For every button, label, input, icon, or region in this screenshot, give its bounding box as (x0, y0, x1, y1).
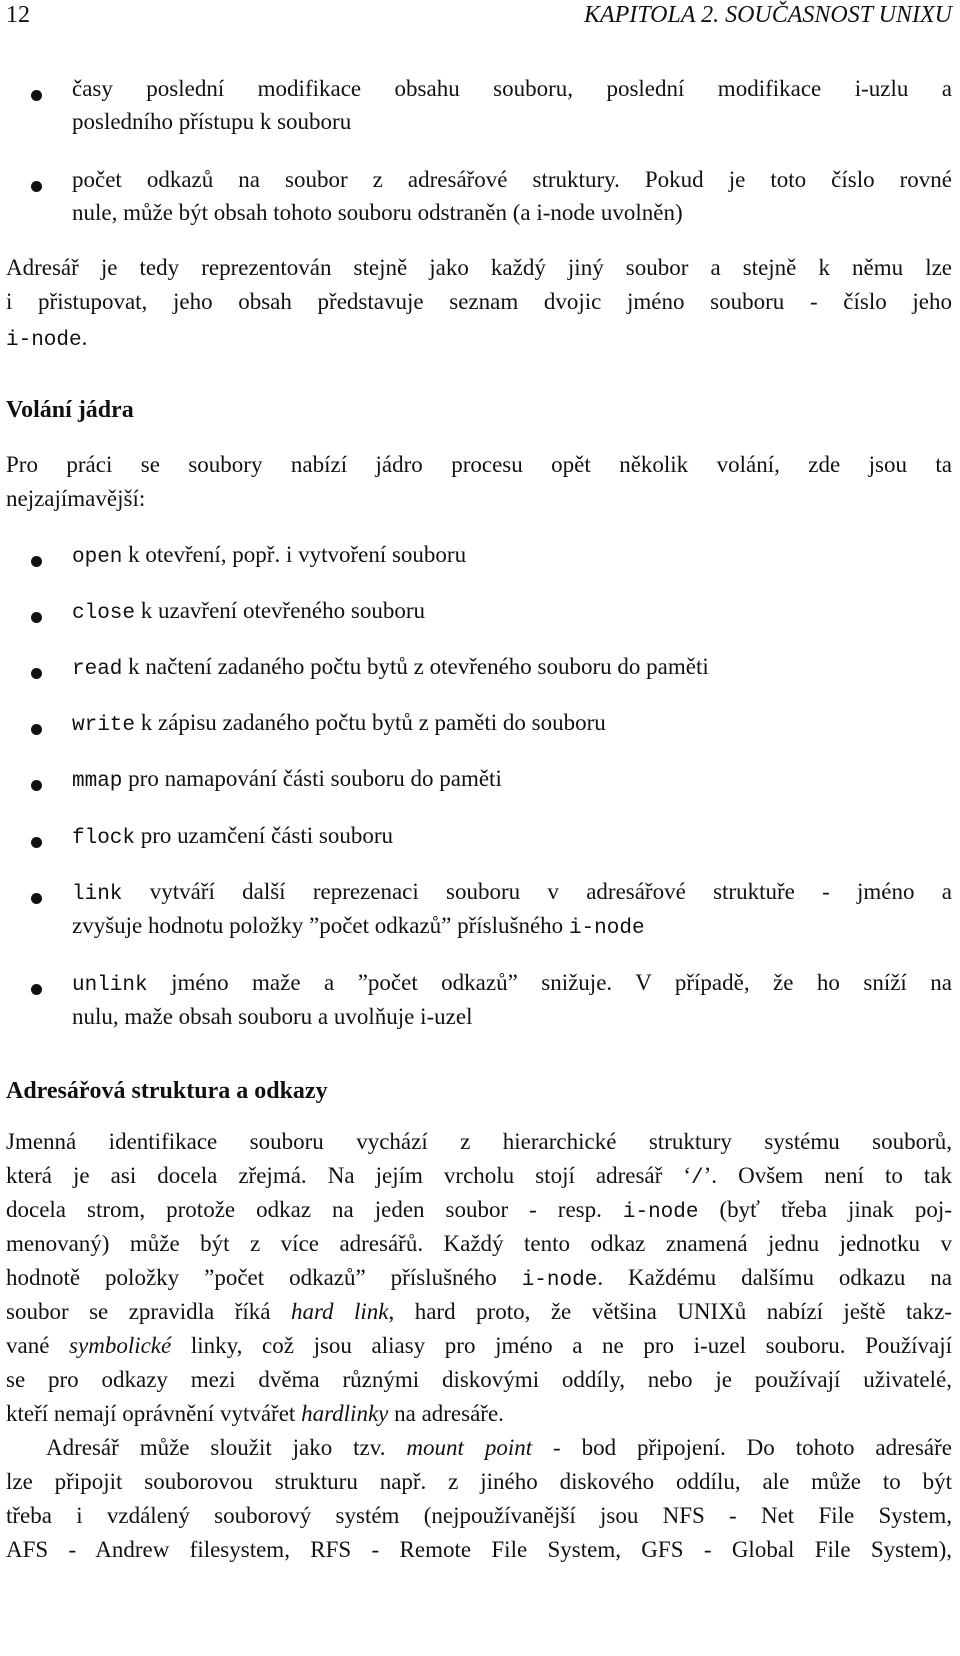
paragraph-text: . Každému dalšímu odkazu na (597, 1265, 952, 1290)
paragraph (6, 1435, 952, 1575)
inline-code: i-node (622, 1201, 699, 1224)
page-number: 12 (6, 2, 30, 28)
paragraph-line: se pro odkazy mezi dvěma různými diskovými oddíly, nebo je používají uživatelé, (6, 1367, 952, 1392)
inline-code: i-node (521, 1269, 598, 1292)
list-item-text (72, 823, 393, 850)
paragraph-text: Adresář může sloužit jako tzv. (46, 1435, 407, 1460)
list-item-text (72, 542, 466, 569)
paragraph-line: Jmenná identifikace souboru vychází z hierarchické struktury systému souborů, (6, 1129, 952, 1154)
emphasis: symbolické (69, 1333, 172, 1358)
paragraph-text: docela strom, protože odkaz na jeden soubor - resp. (6, 1197, 623, 1222)
list-item-text: posledního přístupu k souboru (72, 109, 352, 134)
paragraph-line: AFS - Andrew filesystem, RFS - Remote File System, GFS - Global File System), (6, 1537, 952, 1562)
paragraph-text: , hard proto, že většina UNIXů nabízí ještě takz- (388, 1299, 952, 1324)
list-item-text: počet odkazů na soubor z adresářové struktury. Pokud je toto číslo rovné (72, 167, 952, 192)
list-item-desc: k načtení zadaného počtu bytů z otevřeného souboru do paměti (122, 654, 709, 679)
paragraph-line (6, 1401, 504, 1427)
paragraph-text: ’. Ovšem není to tak (703, 1163, 952, 1188)
inline-code: unlink (72, 974, 148, 997)
list-item-desc: k zápisu zadaného počtu bytů z paměti do souboru (135, 710, 606, 735)
bullet-icon (31, 984, 42, 995)
paragraph-text: která je asi docela zřejmá. Na jejím vrcholu stojí adresář ‘ (6, 1163, 692, 1188)
paragraph-line (6, 1265, 952, 1292)
paragraph-text: . (81, 325, 88, 350)
bullet-icon (31, 893, 42, 904)
list-item-desc: k uzavření otevřeného souboru (135, 598, 425, 623)
list-item-text (72, 970, 952, 997)
paragraph-text: (byť třeba jinak poj- (698, 1197, 952, 1222)
list-item-text: časy poslední modifikace obsahu souboru, poslední modifikace i-uzlu a (72, 76, 952, 101)
list-item (6, 710, 952, 744)
paragraph-line: lze připojit souborovou strukturu např. z jiného diskového oddílu, ale může to být (6, 1469, 952, 1494)
paragraph-line (46, 1435, 952, 1461)
paragraph-text: hodnotě položky ”počet odkazů” příslušného (6, 1265, 522, 1290)
paragraph-text: - bod připojení. Do tohoto adresáře (532, 1435, 952, 1460)
inline-code: read (72, 658, 123, 681)
list-item-text (72, 654, 709, 681)
section-heading: Volání jádra (6, 397, 134, 423)
list-item-text (72, 598, 425, 625)
paragraph (6, 255, 952, 365)
list-item-desc: k otevření, popř. i vytvoření souboru (122, 542, 467, 567)
bullet-icon (31, 724, 42, 735)
bullet-icon (31, 837, 42, 848)
section-heading: Adresářová struktura a odkazy (6, 1078, 328, 1104)
paragraph-line (6, 1299, 952, 1325)
list-item-text: nulu, maže obsah souboru a uvolňuje i-uzel (72, 1004, 473, 1029)
list-item (6, 654, 952, 688)
emphasis: mount point (406, 1435, 533, 1460)
list-item-desc: jméno maže a ”počet odkazů” snižuje. V případě, že ho sníží na (147, 970, 952, 995)
bullet-icon (31, 668, 42, 679)
bullet-icon (31, 612, 42, 623)
paragraph-line: Adresář je tedy reprezentován stejně jako každý jiný soubor a stejně k němu lze (6, 255, 952, 280)
paragraph-text: linky, což jsou aliasy pro jméno a ne pro i-uzel souboru. Používají (171, 1333, 952, 1358)
list-item-desc: pro namapování části souboru do paměti (122, 766, 502, 791)
inline-code: i-node (6, 329, 82, 352)
inline-code: / (691, 1167, 704, 1190)
paragraph-line: i přistupovat, jeho obsah představuje seznam dvojic jméno souboru - číslo jeho (6, 289, 952, 314)
list-item-text (72, 879, 952, 906)
page-header (6, 2, 952, 34)
paragraph (6, 452, 952, 522)
list-item-text (72, 766, 502, 793)
list-item (6, 167, 952, 237)
list-item (6, 598, 952, 632)
bullet-icon (31, 780, 42, 791)
paragraph-line: třeba i vzdálený souborový systém (nejpoužívanější jsou NFS - Net File System, (6, 1503, 952, 1528)
bullet-icon (31, 181, 42, 192)
list-item-text (72, 913, 645, 940)
emphasis: hard link (290, 1299, 389, 1324)
emphasis: hardlinky (301, 1401, 389, 1426)
paragraph-text: soubor se zpravidla říká (6, 1299, 291, 1324)
list-item (6, 879, 952, 949)
inline-code: flock (72, 827, 136, 850)
paragraph-line: nejzajímavější: (6, 486, 146, 511)
list-item (6, 76, 952, 146)
list-item-text (72, 710, 606, 737)
paragraph-text: kteří nemají oprávnění vytvářet (6, 1401, 302, 1426)
document-page (6, 0, 952, 1656)
list-item (6, 970, 952, 1040)
bullet-icon (31, 556, 42, 567)
list-item-desc: vytváří další reprezenaci souboru v adresářové struktuře - jméno a (122, 879, 952, 904)
list-item (6, 542, 952, 576)
paragraph-line (6, 325, 87, 352)
paragraph-line: menovaný) může být z více adresářů. Každý tento odkaz znamená jednu jednotku v (6, 1231, 952, 1256)
inline-code: mmap (72, 770, 123, 793)
list-item (6, 766, 952, 800)
inline-code: write (72, 714, 136, 737)
list-item (6, 823, 952, 857)
paragraph-line: Pro práci se soubory nabízí jádro procesu opět několik volání, zde jsou ta (6, 452, 952, 477)
list-item-desc: zvyšuje hodnotu položky ”počet odkazů” příslušného (72, 913, 569, 938)
paragraph-line (6, 1333, 952, 1359)
list-item-text: nule, může být obsah tohoto souboru odstraněn (a i-node uvolněn) (72, 200, 683, 225)
list-item-desc: pro uzamčení části souboru (135, 823, 394, 848)
inline-code: link (72, 883, 123, 906)
paragraph-text: vané (6, 1333, 70, 1358)
paragraph (6, 1129, 952, 1439)
running-chapter-title: KAPITOLA 2. SOUČASNOST UNIXU (583, 2, 952, 28)
paragraph-line (6, 1163, 952, 1190)
inline-code: open (72, 546, 123, 569)
inline-code: i-node (568, 917, 645, 940)
inline-code: close (72, 602, 136, 625)
paragraph-text: na adresáře. (388, 1401, 504, 1426)
paragraph-line (6, 1197, 952, 1224)
bullet-icon (31, 90, 42, 101)
